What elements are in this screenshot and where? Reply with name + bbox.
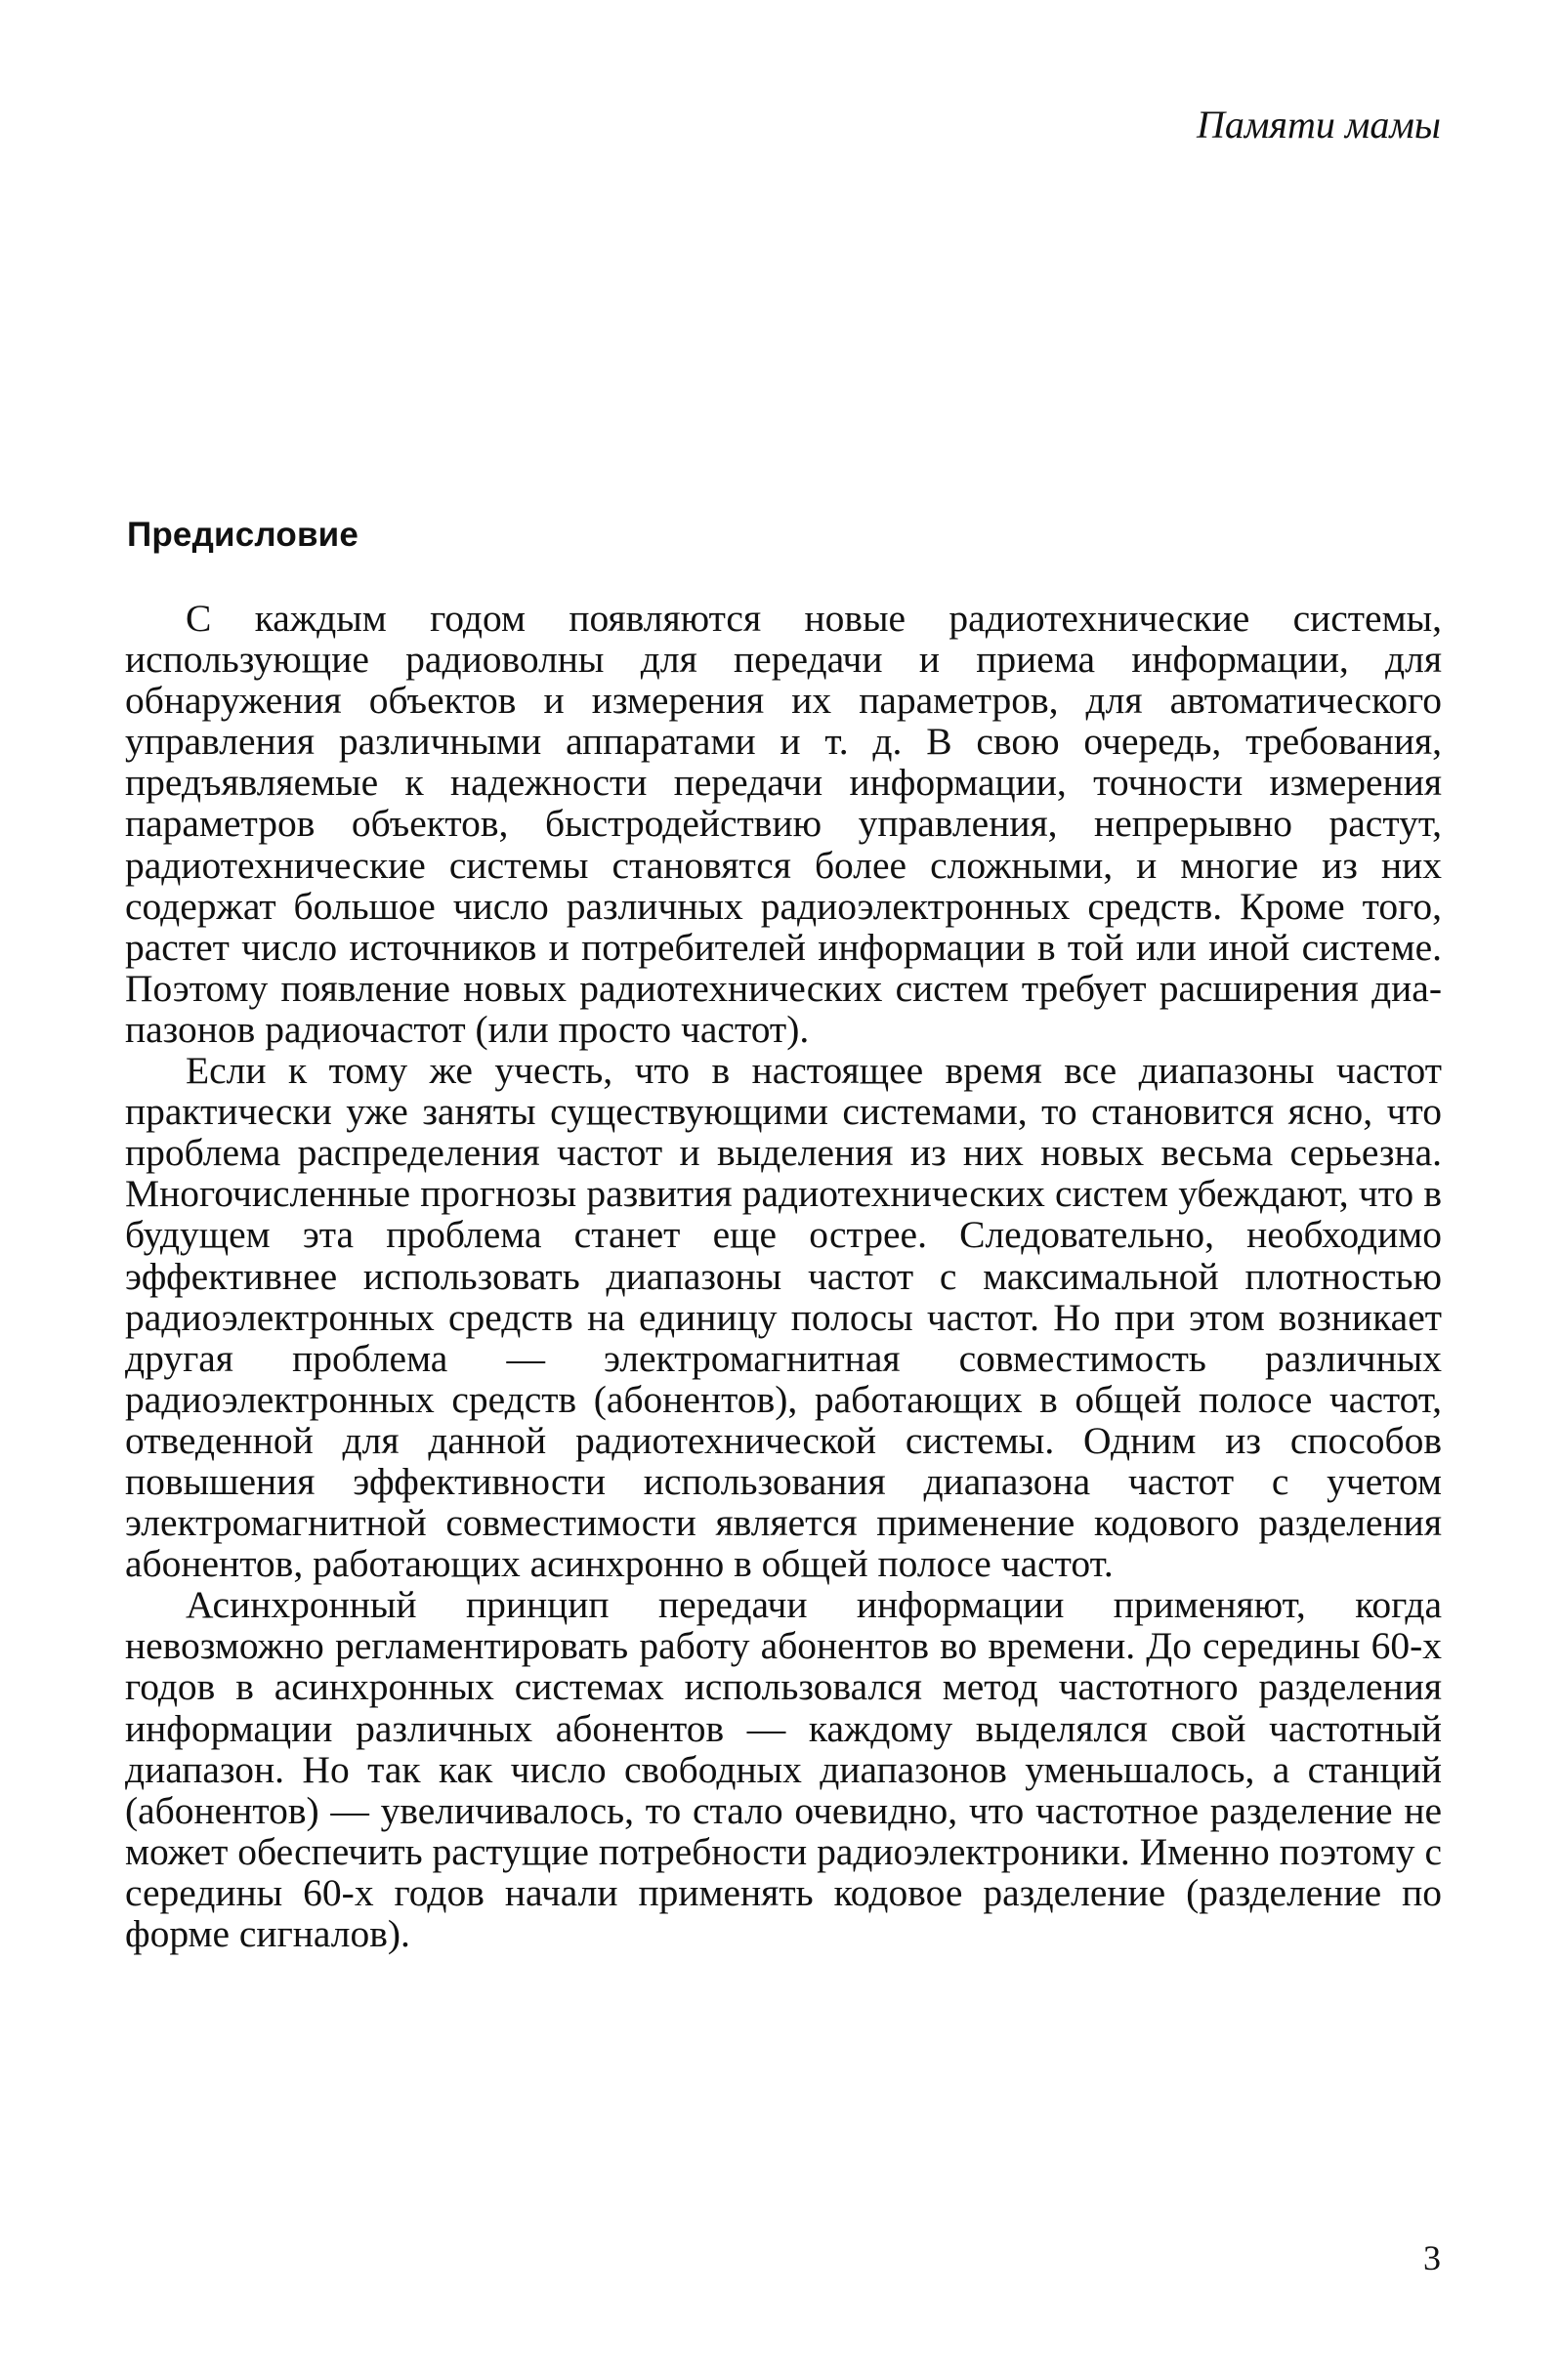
paragraph-1: С каждым годом появляются новые радиотехнические системы, использующие радиоволны для передачи и приема информации, для обнаружения объектов и измерения их параметров, для автоматического управления различными аппаратами и т. д. В свою очередь, требования, предъявляемые к надежности передачи информации, точности измерения параметров объектов, быстродействию управления, непрерывно растут, радиотехнические системы становятся более сложными, и многие из них содержат большое число различных радиоэлектронных средств. Кроме того, растет число источников и потребителей информации в той или иной системе. Поэтому появление новых радиотехнических систем требует расширения диапазонов радиочастот (или просто частот). [125, 597, 1442, 1051]
body-text [125, 598, 1442, 1954]
dedication: Памяти мамы [1196, 103, 1441, 146]
paragraph-3: Асинхронный принцип передачи информации применяют, когда невозможно регламентировать работу абонентов во времени. До середины 60-х годов в асинхронных системах использовался метод частотного разделения информации различных абонентов — каждому выделялся свой частотный диапазон. Но так как число свободных диапазонов уменьшалось, а станций (абонентов) — увеличивалось, то стало очевидно, что частотное разделение не может обеспечить растущие потребности радиоэлектроники. Именно поэтому с середины 60-х годов начали применять кодовое разделение (разделение по форме сигналов). [125, 1583, 1442, 1955]
section-heading: Предисловие [127, 516, 359, 554]
paragraph-2: Если к тому же учесть, что в настоящее время все диапазоны частот практически уже заняты существующими системами, то становится ясно, что проблема распределения частот и выделения из них новых весьма серьезна. Многочисленные прогнозы развития радиотехнических систем убеждают, что в будущем эта проблема станет еще острее. Следовательно, необходимо эффективнее использовать диапазоны частот с максимальной плотностью радиоэлектронных средств на единицу полосы частот. Но при этом возникает другая проблема — электромагнитная совместимость различных радиоэлектронных средств (абонентов), работающих в общей полосе частот, отведенной для данной радиотехнической системы. Одним из способов повышения эффективности использования диапазона частот с учетом электромагнитной совместимости является применение кодового разделения абонентов, работающих асинхронно в общей полосе частот. [125, 1049, 1442, 1586]
page-number: 3 [1423, 2238, 1441, 2277]
